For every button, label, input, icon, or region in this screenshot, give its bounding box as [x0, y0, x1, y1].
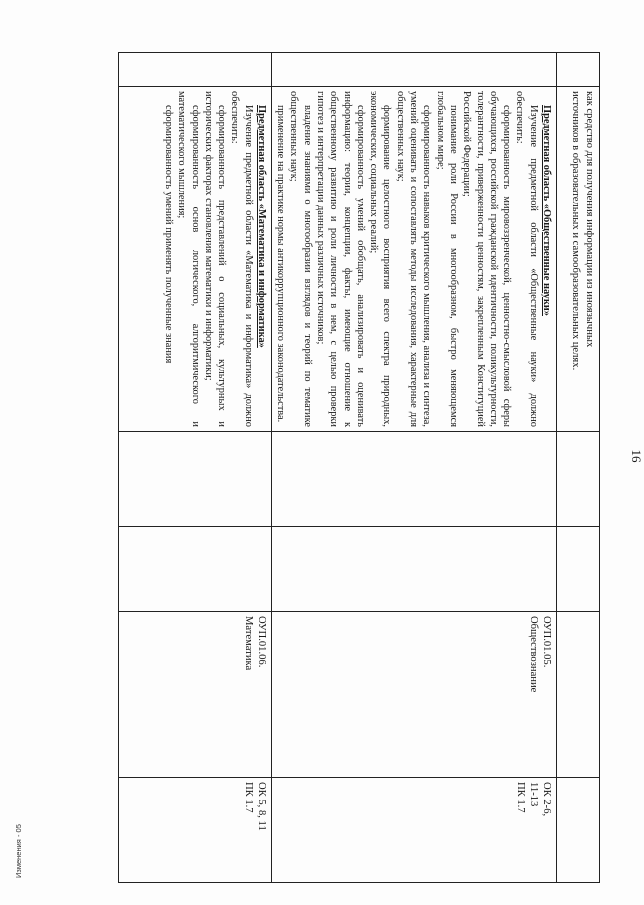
continuation-line: как средство для получения информации из иноязычных — [584, 91, 595, 348]
table-row-continuation — [557, 53, 600, 883]
requirement-text: понимание роли России в многообразном, быстро меняющемся глобальном мире; — [434, 91, 459, 427]
page-number: 16 — [629, 449, 644, 463]
requirement-text: применение на практике нормы антикоррупционного законодательства. — [275, 105, 287, 423]
competency-line: 11-13 — [528, 782, 539, 807]
subject-area-title: Предметная область «Математика и информатика» — [256, 105, 267, 348]
requirement-text: Изучение предметной области «Математика и информатика» должно обеспечить: — [229, 91, 254, 427]
requirement-text: сформированность представлений о социальных, культурных и исторических факторах становления математики и информатики; — [202, 91, 228, 427]
course-name: Обществознание — [528, 616, 539, 693]
curriculum-table — [118, 52, 600, 883]
course-name: Математика — [243, 616, 254, 671]
requirement-text: сформированность основ логического, алгоритмического и математического мышления; — [176, 91, 201, 427]
requirement-text: сформированность умений обобщать, анализировать и оценивать информацию: теории, концепции, факты, имеющие отношение к общественному развитию и роли личности в нем, с целью проверки гипотез и интерпретации данных различных источников; — [314, 91, 366, 427]
requirement-text: сформированность навыков критического мышления, анализа и синтеза, умений оценивать и сопоставлять методы исследования, характерные для общественных наук; — [394, 91, 433, 427]
footer-revision-note: Изменения - 05 — [14, 824, 23, 878]
rotated-page — [70, 52, 644, 882]
competency-line: ПК 1.7 — [515, 782, 526, 813]
requirement-text: владение знаниями о многообразии взглядов и теорий по тематике общественных наук; — [288, 91, 313, 427]
competency-line: ПК 1.7 — [243, 782, 254, 813]
continuation-line: источников в образовательных и самообразовательных целях. — [570, 91, 581, 371]
competency-line: ОК 5, 8, 11 — [256, 782, 267, 831]
course-code: ОУП.01.05. — [541, 616, 552, 668]
course-cell — [119, 612, 272, 778]
index-cell — [557, 53, 600, 87]
competency-line: ОК 2-6, — [541, 782, 552, 817]
requirement-text: сформированность умений применять полученные знания — [162, 105, 174, 364]
table-row-mathematics — [119, 53, 272, 883]
requirements-cell — [119, 87, 272, 432]
requirement-text: сформированность мировоззренческой, ценностно-смысловой сферы обучающихся, российской гражданской идентичности, поликультурности, толерантности, приверженности ценностям, закрепленным Конституцией Российской Федерации; — [461, 91, 513, 427]
course-code: ОУП.01.06. — [256, 616, 267, 668]
competencies-cell — [272, 778, 557, 883]
course-cell — [272, 612, 557, 778]
table-row-social-sciences — [272, 53, 557, 883]
requirements-cell — [557, 87, 600, 432]
requirement-text: формирование целостного восприятия всего спектра природных, экономических, социальных реалий; — [368, 91, 393, 427]
subject-area-title: Предметная область «Общественные науки» — [541, 105, 552, 316]
continuation-text — [560, 91, 596, 427]
requirements-cell — [272, 87, 557, 432]
requirement-text: Изучение предметной области «Общественные науки» должно обеспечить: — [514, 91, 539, 427]
competencies-cell — [119, 778, 272, 883]
